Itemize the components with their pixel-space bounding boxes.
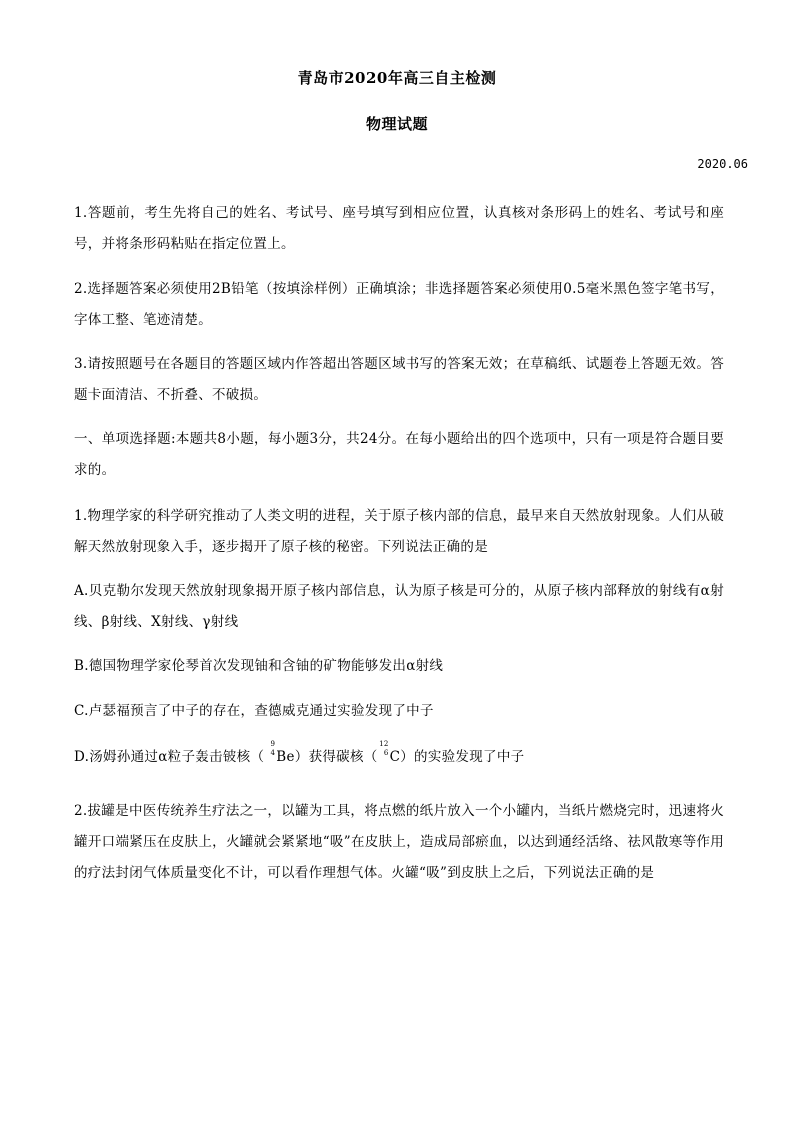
question-1-option-b: B.德国物理学家伦琴首次发现铀和含铀的矿物能够发出α射线 xyxy=(74,658,444,674)
notice-3: 3.请按照题号在各题目的答题区域内作答超出答题区域书写的答案无效；在草稿纸、试题卷上答题无效。答题卡面清洁、不折叠、不破损。 xyxy=(74,356,724,403)
section-heading: 一、单项选择题:本题共8小题，每小题3分，共24分。在每小题给出的四个选项中，只有一项是符合题目要求的。 xyxy=(74,431,724,478)
option-d-text-1: D.汤姆孙通过α粒子轰击铍核（ xyxy=(74,749,265,765)
exam-date: 2020.06 xyxy=(697,157,748,171)
question-1-stem: 1.物理学家的科学研究推动了人类文明的进程，关于原子核内部的信息，最早来自天然放射现象。人们从破解天然放射现象入手，逐步揭开了原子核的秘密。下列说法正确的是 xyxy=(74,508,724,555)
option-d-text-3: ）的实验发现了中子 xyxy=(400,749,525,765)
option-d-text-2: ）获得碳核（ xyxy=(294,749,378,765)
page-subtitle: 物理试题 xyxy=(365,115,428,133)
c-mass-number: 12 xyxy=(379,740,389,748)
question-1-option-c: C.卢瑟福预言了中子的存在，查德威克通过实验发现了中子 xyxy=(74,703,434,719)
page-title: 青岛市2020年高三自主检测 xyxy=(297,69,497,87)
be-mass-number: 9 xyxy=(270,740,276,748)
question-1-option-d xyxy=(74,742,724,773)
c-atomic-number: 6 xyxy=(383,749,389,757)
c-symbol: C xyxy=(389,749,401,765)
question-2-stem: 2.拔罐是中医传统养生疗法之一，以罐为工具，将点燃的纸片放入一个小罐内，当纸片燃烧完时，迅速将火罐开口端紧压在皮肤上，火罐就会紧紧地“吸”在皮肤上，造成局部瘀血，以达到通经活络、祛风散寒等作用的疗法封闭气体质量变化不计，可以看作理想气体。火罐“吸”到皮肤上之后，下列说法正确的是 xyxy=(74,803,724,881)
notice-1: 1.答题前，考生先将自己的姓名、考试号、座号填写到相应位置，认真核对条形码上的姓名、考试号和座号，并将条形码粘贴在指定位置上。 xyxy=(74,205,724,252)
notice-2: 2.选择题答案必须使用2B铅笔（按填涂样例）正确填涂；非选择题答案必须使用0.5毫米黑色签字笔书写，字体工整、笔迹清楚。 xyxy=(74,281,724,328)
be-symbol: Be xyxy=(276,749,295,765)
carbon-nuclide xyxy=(378,740,390,761)
beryllium-nuclide xyxy=(264,740,276,761)
be-atomic-number: 4 xyxy=(270,749,276,757)
question-1-option-a: A.贝克勒尔发现天然放射现象揭开原子核内部信息，认为原子核是可分的，从原子核内部释放的射线有α射线、β射线、X射线、γ射线 xyxy=(74,583,724,630)
